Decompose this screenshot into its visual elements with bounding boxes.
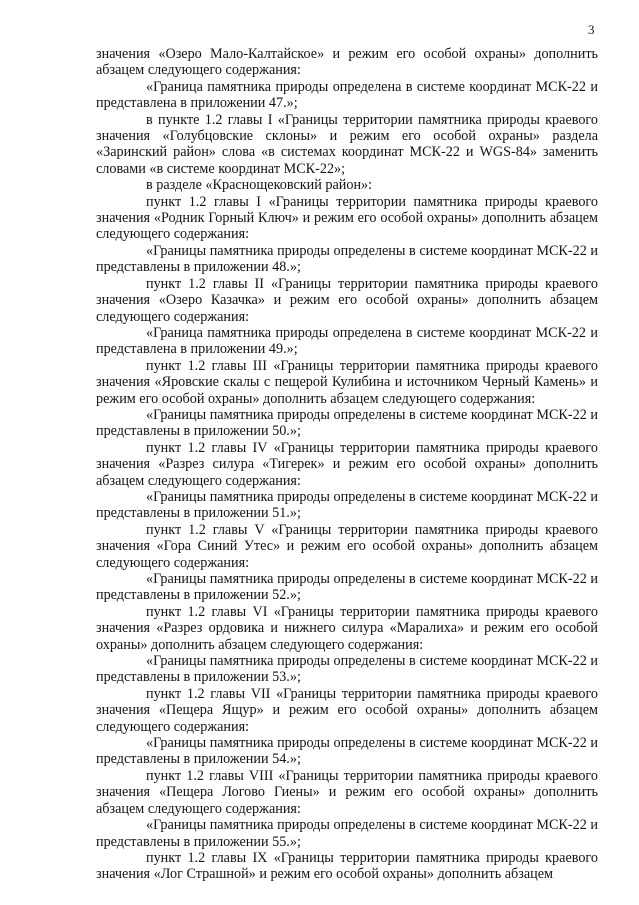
paragraph: «Границы памятника природы определены в системе координат МСК-22 и представлены в приложении 51.»; bbox=[96, 488, 598, 522]
paragraph: в разделе «Краснощековский район»: bbox=[146, 177, 373, 194]
paragraph: пункт 1.2 главы V «Границы территории памятника природы краевого значения «Гора Синий Утес» и режим его особой охраны» дополнить абзацем следующего содержания: bbox=[96, 521, 598, 571]
paragraph: пункт 1.2 главы VI «Границы территории памятника природы краевого значения «Разрез ордовика и нижнего силура «Маралиха» и режим его особой охраны» дополнить абзацем следующего содержания: bbox=[96, 603, 598, 653]
paragraph: «Границы памятника природы определены в системе координат МСК-22 и представлены в приложении 54.»; bbox=[96, 735, 598, 768]
paragraph: в пункте 1.2 главы I «Границы территории памятника природы краевого значения «Голубцовские склоны» и режим его особой охраны» раздела «Заринский район» слова «в системах координат МСК-22 и WGS-84» заменить словами «в системе координат МСК-22»; bbox=[96, 111, 598, 177]
paragraph: пункт 1.2 главы II «Границы территории памятника природы краевого значения «Озеро Казачка» и режим его особой охраны» дополнить абзацем следующего содержания: bbox=[96, 275, 598, 325]
paragraph: пункт 1.2 главы VIII «Границы территории памятника природы краевого значения «Пещера Логово Гиены» и режим его особой охраны» дополнить абзацем следующего содержания: bbox=[96, 767, 598, 817]
paragraph: «Границы памятника природы определены в системе координат МСК-22 и представлены в приложении 50.»; bbox=[96, 406, 598, 440]
page-number: 3 bbox=[588, 22, 595, 37]
paragraph: «Граница памятника природы определена в системе координат МСК-22 и представлена в приложении 47.»; bbox=[96, 78, 598, 112]
paragraph: пункт 1.2 главы III «Границы территории памятника природы краевого значения «Яровские скалы с пещерой Кулибина и источником Черный Камень» и режим его особой охраны» дополнить абзацем следующего содержания: bbox=[96, 357, 598, 407]
paragraph: пункт 1.2 главы IV «Границы территории памятника природы краевого значения «Разрез силура «Тигерек» и режим его особой охраны» дополнить абзацем следующего содержания: bbox=[96, 439, 598, 489]
paragraph: пункт 1.2 главы IX «Границы территории памятника природы краевого значения «Лог Страшной» и режим его особой охраны» дополнить абзацем bbox=[96, 849, 598, 883]
paragraph: «Границы памятника природы определены в системе координат МСК-22 и представлены в приложении 52.»; bbox=[96, 571, 598, 604]
paragraph: «Граница памятника природы определена в системе координат МСК-22 и представлена в приложении 49.»; bbox=[96, 324, 598, 358]
paragraph: пункт 1.2 главы I «Границы территории памятника природы краевого значения «Родник Горный Ключ» и режим его особой охраны» дополнить абзацем следующего содержания: bbox=[96, 193, 598, 243]
paragraph: значения «Озеро Мало-Калтайское» и режим его особой охраны» дополнить абзацем следующего содержания: bbox=[96, 46, 598, 79]
paragraph: «Границы памятника природы определены в системе координат МСК-22 и представлены в приложении 53.»; bbox=[96, 653, 598, 686]
document-body bbox=[96, 46, 598, 883]
paragraph: пункт 1.2 главы VII «Границы территории памятника природы краевого значения «Пещера Ящур» и режим его особой охраны» дополнить абзацем следующего содержания: bbox=[96, 685, 598, 735]
paragraph: «Границы памятника природы определены в системе координат МСК-22 и представлены в приложении 55.»; bbox=[96, 817, 598, 850]
paragraph: «Границы памятника природы определены в системе координат МСК-22 и представлены в приложении 48.»; bbox=[96, 242, 598, 276]
